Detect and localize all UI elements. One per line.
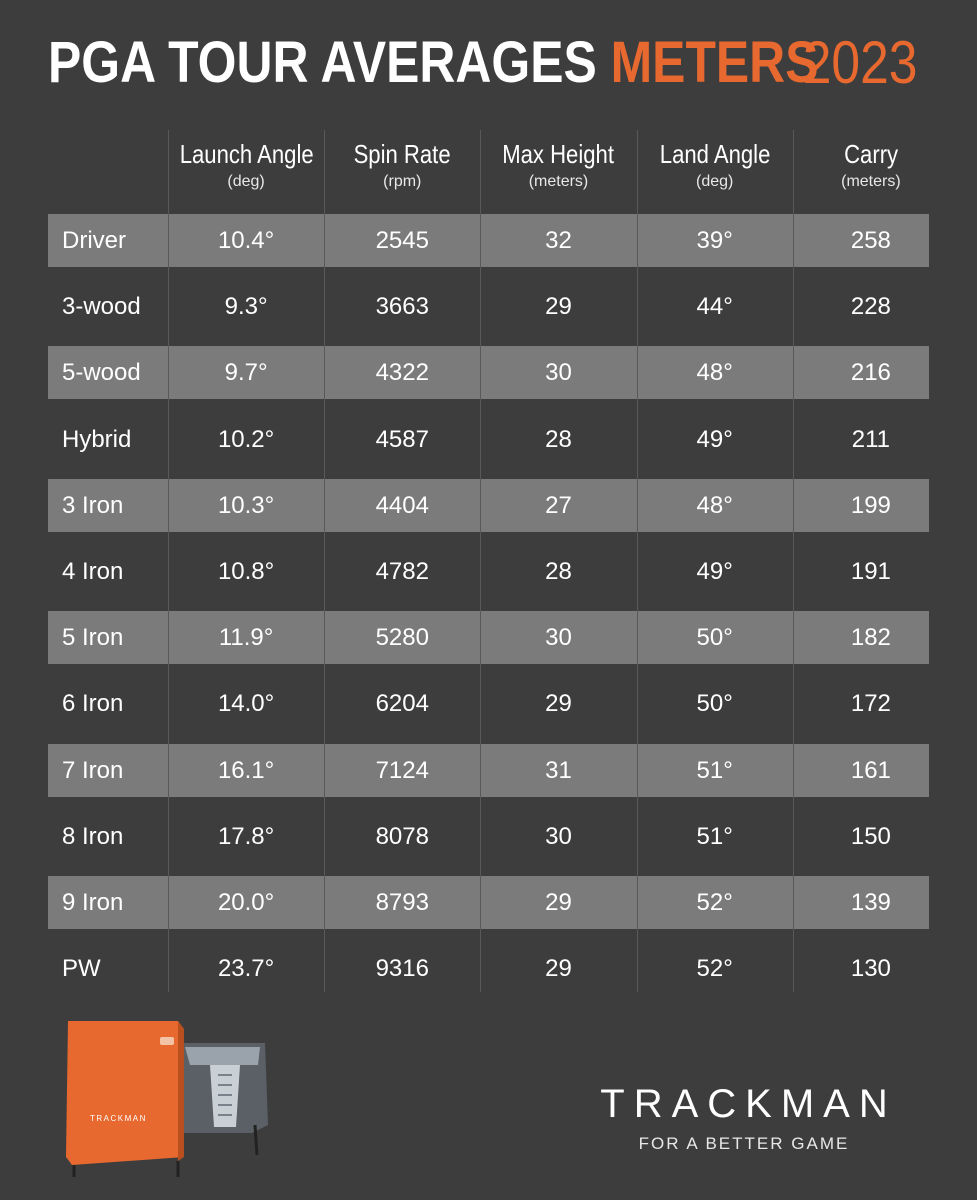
table-row: [48, 611, 929, 664]
table-cell: 4782: [375, 558, 429, 585]
table-row: [48, 876, 929, 929]
table-cell: 10.3°: [217, 491, 275, 519]
table-cell: 4404: [375, 491, 429, 519]
column-header-unit: (rpm): [383, 173, 422, 190]
column-header-unit: (deg): [696, 173, 734, 190]
table-cell: 8078: [375, 822, 429, 850]
column-divider: [793, 130, 794, 992]
table-cell: 23.7°: [217, 955, 275, 983]
column-divider: [637, 130, 638, 992]
table-cell: 29: [545, 690, 572, 718]
table-cell: 51°: [696, 822, 733, 850]
column-header-name: Max Height: [502, 139, 615, 169]
club-name: 5 Iron: [62, 624, 124, 652]
table-cell: 20.0°: [217, 889, 275, 916]
table-cell: 28: [545, 558, 572, 585]
table-cell: 9.3°: [224, 293, 268, 321]
column-header-unit: (meters): [841, 173, 901, 190]
club-name: 6 Iron: [62, 690, 124, 718]
table-cell: 216: [850, 359, 891, 387]
table-row: [48, 744, 929, 797]
club-name: 7 Iron: [62, 756, 124, 784]
title-accent: METERS: [610, 30, 819, 95]
club-name: 4 Iron: [62, 558, 124, 585]
table-cell: 44°: [696, 293, 733, 321]
table-cell: 6204: [375, 690, 429, 718]
table-cell: 48°: [696, 491, 733, 519]
table-cell: 39°: [696, 227, 733, 254]
club-name: 3 Iron: [62, 491, 124, 519]
table-cell: 9.7°: [224, 359, 268, 387]
table-cell: 7124: [375, 756, 429, 784]
title-main: PGA TOUR AVERAGES: [48, 30, 597, 95]
column-header-unit: (meters): [528, 173, 589, 190]
device-screen-top: [185, 1047, 260, 1065]
table-cell: 28: [545, 425, 572, 453]
table-cell: 139: [850, 889, 891, 916]
table-cell: 4322: [375, 359, 429, 387]
table-row: [48, 545, 929, 598]
brand-name: TRACKMAN: [600, 1082, 897, 1126]
table-cell: 199: [850, 491, 891, 519]
table-cell: 50°: [696, 624, 733, 652]
table-row: [48, 346, 929, 399]
column-header-unit: (deg): [227, 173, 265, 190]
table-cell: 29: [545, 955, 572, 983]
column-header-name: Land Angle: [659, 139, 770, 169]
column-header-name: Launch Angle: [179, 139, 314, 169]
table-row: [48, 280, 929, 333]
club-name: 8 Iron: [62, 822, 124, 850]
table-cell: 10.4°: [217, 227, 275, 254]
table-cell: 51°: [696, 756, 733, 784]
table-cell: 16.1°: [217, 756, 275, 784]
table-row: [48, 479, 929, 532]
club-name: PW: [62, 955, 101, 983]
table-cell: 4587: [375, 425, 429, 453]
column-divider: [480, 130, 481, 992]
table-header: [48, 130, 929, 214]
table-cell: 10.2°: [217, 425, 275, 453]
table-cell: 31: [545, 756, 572, 784]
club-name: Driver: [62, 227, 126, 254]
table-cell: 172: [850, 690, 891, 718]
table-cell: 50°: [696, 690, 733, 718]
table-cell: 30: [545, 359, 572, 387]
table-row: [48, 942, 929, 995]
table-cell: 10.8°: [217, 558, 275, 585]
column-header: [168, 138, 324, 194]
table-cell: 150: [850, 822, 891, 850]
table-cell: 52°: [696, 955, 733, 983]
table-cell: 5280: [375, 624, 429, 652]
table-cell: 49°: [696, 425, 733, 453]
table-cell: 228: [850, 293, 891, 321]
table-cell: 161: [850, 756, 891, 784]
club-name: 3-wood: [62, 293, 141, 321]
table-cell: 29: [545, 889, 572, 916]
table-row: [48, 214, 929, 267]
table-cell: 52°: [696, 889, 733, 916]
table-cell: 191: [850, 558, 891, 585]
table-cell: 3663: [375, 293, 429, 321]
club-name: 5-wood: [62, 359, 141, 387]
table-cell: 30: [545, 822, 572, 850]
column-header: [793, 138, 949, 194]
table-cell: 11.9°: [218, 624, 274, 652]
trackman-brand: [559, 1084, 929, 1154]
table-cell: 8793: [375, 889, 429, 916]
column-header: [480, 138, 636, 194]
page-title: [48, 30, 818, 96]
table-cell: 14.0°: [217, 690, 275, 718]
table-cell: 30: [545, 624, 572, 652]
table-cell: 9316: [375, 955, 429, 983]
table-cell: 182: [850, 624, 891, 652]
device-label: TRACKMAN: [90, 1114, 147, 1123]
table-cell: 130: [850, 955, 891, 983]
table-cell: 258: [850, 227, 891, 254]
table-row: [48, 413, 929, 466]
table-row: [48, 810, 929, 863]
table-cell: 17.8°: [217, 822, 275, 850]
table-cell: 2545: [375, 227, 429, 254]
club-name: Hybrid: [62, 425, 132, 453]
column-header-name: Carry: [843, 139, 898, 169]
trackman-device-icon: [60, 1015, 280, 1185]
column-divider: [168, 130, 169, 992]
column-header: [324, 138, 480, 194]
column-header-name: Spin Rate: [353, 139, 451, 169]
table-cell: 48°: [696, 359, 733, 387]
column-header: [637, 138, 793, 194]
table-cell: 32: [545, 227, 572, 254]
table-row: [48, 677, 929, 730]
table-cell: 27: [545, 491, 572, 519]
table-cell: 211: [851, 425, 891, 453]
brand-tagline: FOR A BETTER GAME: [638, 1134, 850, 1153]
year-label: 2023: [802, 29, 917, 96]
club-name: 9 Iron: [62, 889, 124, 916]
table-cell: 29: [545, 293, 572, 321]
table-cell: 49°: [696, 558, 733, 585]
column-divider: [324, 130, 325, 992]
